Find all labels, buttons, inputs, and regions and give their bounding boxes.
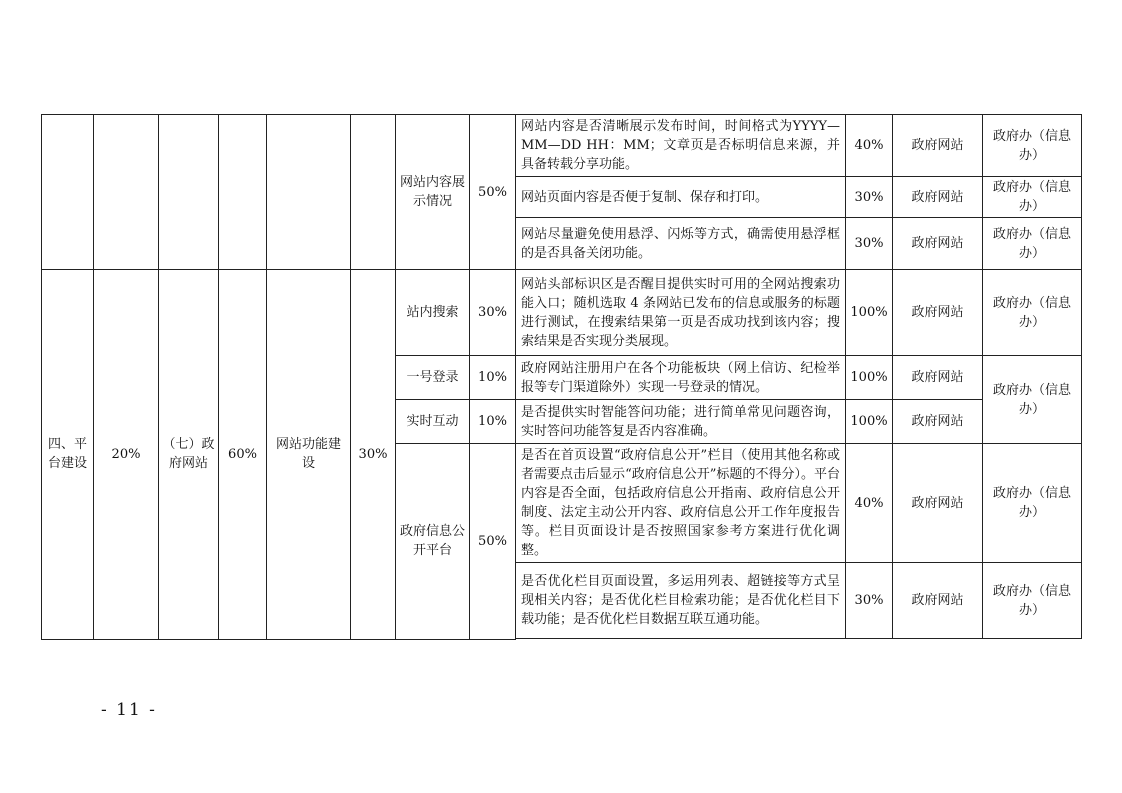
score-cell: 30% [846,218,893,270]
criteria-text: 是否提供实时智能答问功能；进行简单常见问题咨询，实时答问功能答复是否内容准确。 [516,400,846,444]
criteria-text: 政府网站注册用户在各个功能板块（网上信访、纪检举报等专门渠道除外）实现一号登录的情况。 [516,356,846,400]
indicator-label: 网站内容展示情况 [396,115,470,270]
indicator-weight: 10% [470,400,516,444]
criteria-text: 是否优化栏目页面设置，多运用列表、超链接等方式呈现相关内容；是否优化栏目检索功能；是否优化栏目下载功能；是否优化栏目数据互联互通功能。 [516,563,846,639]
level2-weight: 60% [219,270,267,640]
evaluation-table [41,114,1082,640]
level3-weight: 30% [351,270,396,640]
score-cell: 30% [846,177,893,218]
unit-cell: 政府网站 [893,115,983,177]
level1-weight: 20% [94,270,159,640]
level2-category: （七）政府网站 [159,270,219,640]
dept-cell: 政府办（信息办） [983,218,1082,270]
indicator-weight: 50% [470,444,516,640]
empty-cell [351,115,396,270]
unit-cell: 政府网站 [893,400,983,444]
unit-cell: 政府网站 [893,444,983,563]
indicator-weight: 50% [470,115,516,270]
indicator-label: 实时互动 [396,400,470,444]
dept-cell: 政府办（信息办） [983,177,1082,218]
level3-category: 网站功能建设 [267,270,351,640]
score-cell: 30% [846,563,893,639]
indicator-label: 站内搜索 [396,270,470,356]
score-cell: 100% [846,400,893,444]
criteria-text: 网站尽量避免使用悬浮、闪烁等方式，确需使用悬浮框的是否具备关闭功能。 [516,218,846,270]
empty-cell [42,115,94,270]
unit-cell: 政府网站 [893,563,983,639]
indicator-label: 一号登录 [396,356,470,400]
unit-cell: 政府网站 [893,356,983,400]
dept-cell: 政府办（信息办） [983,356,1082,444]
empty-cell [94,115,159,270]
score-cell: 100% [846,356,893,400]
criteria-text: 网站内容是否清晰展示发布时间，时间格式为YYYY—MM—DD HH：MM；文章页是否标明信息来源，并具备转载分享功能。 [516,115,846,177]
empty-cell [219,115,267,270]
criteria-text: 网站页面内容是否便于复制、保存和打印。 [516,177,846,218]
table-row [42,115,1082,177]
criteria-text: 是否在首页设置“政府信息公开”栏目（使用其他名称或者需要点击后显示“政府信息公开”标题的不得分）。平台内容是否全面，包括政府信息公开指南、政府信息公开制度、法定主动公开内容、政府信息公开工作年度报告等。栏目页面设计是否按照国家参考方案进行优化调整。 [516,444,846,563]
level1-category: 四、平台建设 [42,270,94,640]
dept-cell: 政府办（信息办） [983,270,1082,356]
unit-cell: 政府网站 [893,218,983,270]
table-row [42,270,1082,356]
score-cell: 40% [846,444,893,563]
indicator-weight: 30% [470,270,516,356]
score-cell: 40% [846,115,893,177]
dept-cell: 政府办（信息办） [983,563,1082,639]
criteria-text: 网站头部标识区是否醒目提供实时可用的全网站搜索功能入口；随机选取 4 条网站已发布的信息或服务的标题进行测试，在搜索结果第一页是否成功找到该内容；搜索结果是否实现分类展现。 [516,270,846,356]
unit-cell: 政府网站 [893,270,983,356]
indicator-label: 政府信息公开平台 [396,444,470,640]
indicator-weight: 10% [470,356,516,400]
empty-cell [159,115,219,270]
dept-cell: 政府办（信息办） [983,444,1082,563]
dept-cell: 政府办（信息办） [983,115,1082,177]
page-number: - 11 - [101,700,157,720]
score-cell: 100% [846,270,893,356]
unit-cell: 政府网站 [893,177,983,218]
empty-cell [267,115,351,270]
